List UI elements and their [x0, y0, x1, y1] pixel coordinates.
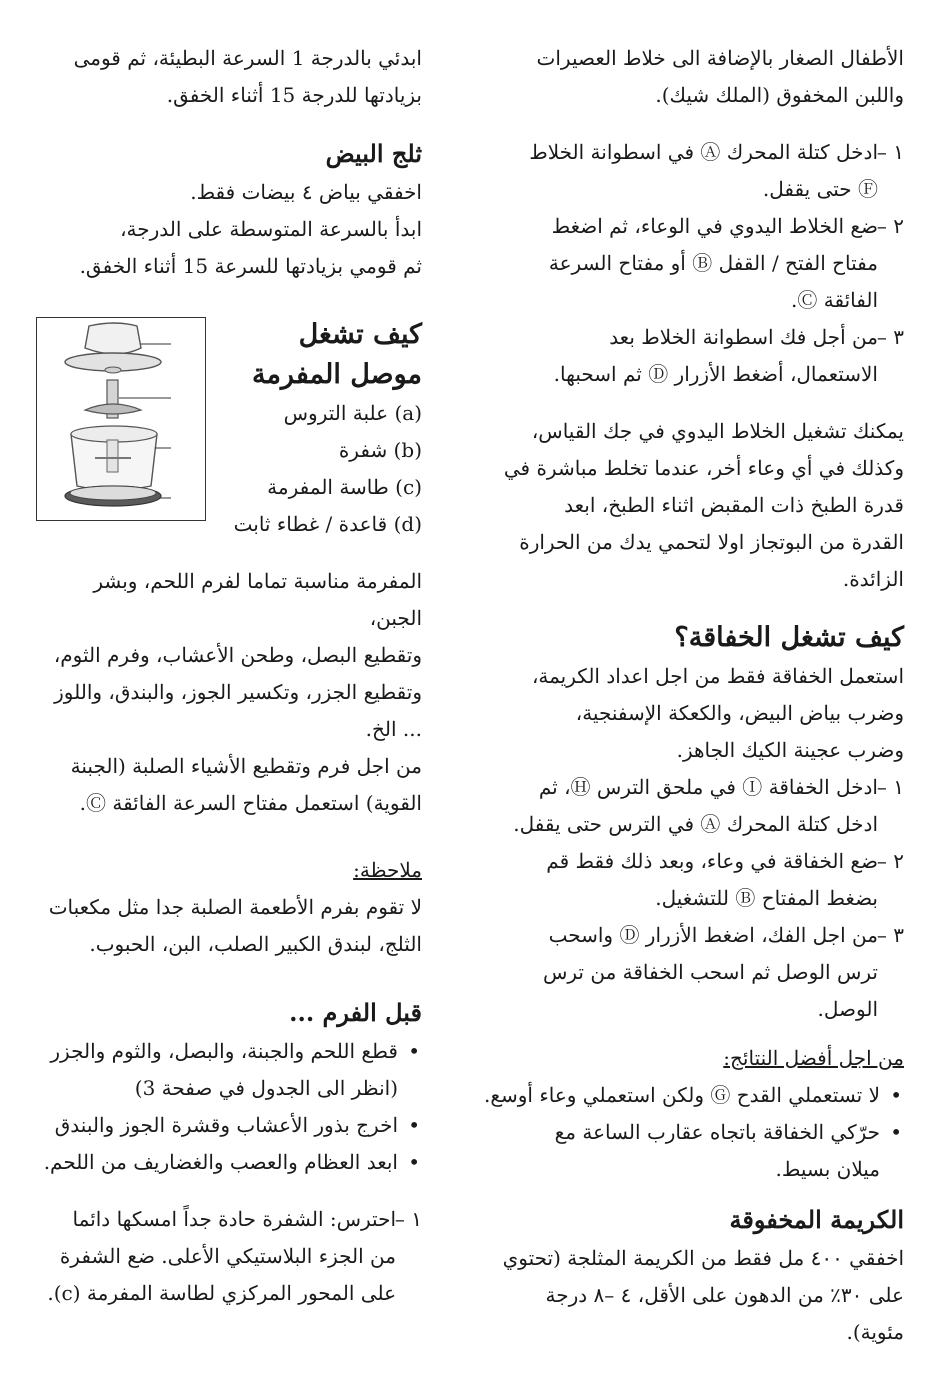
before-chopping-heading: قبل الفرم ...	[289, 998, 422, 1027]
text-line: Ⓕ حتى يقفل.	[762, 177, 878, 201]
right-column	[484, 40, 904, 1351]
text-line: ضع الخلاط اليدوي في الوعاء، ثم اضغط	[551, 214, 878, 238]
text-line: ادخل كتلة المحرك Ⓐ في الترس حتى يقفل.	[513, 812, 878, 836]
text-line: مفتاح الفتح / القفل Ⓑ أو مفتاح السرعة	[548, 251, 878, 275]
text-line: • لا تستعملي القدح Ⓖ ولكن استعملي وعاء أوسع.	[484, 1083, 880, 1107]
text-line: ادخل الخفاقة Ⓘ في ملحق الترس Ⓗ، ثم	[538, 775, 878, 799]
step-item	[36, 1201, 422, 1312]
text-line: بزيادتها للدرجة 15 أثناء الخفق.	[166, 83, 422, 107]
whisk-steps	[484, 769, 904, 1028]
text-line: • حرّكي الخفاقة باتجاه عقارب الساعة مع	[554, 1120, 880, 1144]
chopper-parts	[218, 315, 422, 543]
text-line: من اجل فرم وتقطيع الأشياء الصلبة (الجبنة	[70, 754, 422, 778]
text-line: ادخل كتلة المحرك Ⓐ في اسطوانة الخلاط	[529, 140, 878, 164]
text-line: • اخرج بذور الأعشاب وقشرة الجوز والبندق	[54, 1113, 398, 1137]
step-number: ١ –	[394, 1207, 422, 1231]
step-item	[484, 769, 904, 843]
text-line: يمكنك تشغيل الخلاط اليدوي في جك القياس،	[531, 419, 904, 443]
step-number: ٢ –	[876, 849, 904, 873]
text-line: اخفقي بياض ٤ بيضات فقط.	[190, 180, 422, 204]
text-line: ابدئي بالدرجة 1 السرعة البطيئة، ثم قومى	[73, 46, 422, 70]
chopper-section	[36, 315, 422, 543]
egg-white-heading: ثلج البيض	[325, 139, 422, 168]
text-line: وضرب عجينة الكيك الجاهز.	[676, 738, 904, 762]
note-label: ملاحظة:	[353, 858, 422, 882]
text-line: ابدأ بالسرعة المتوسطة على الدرجة،	[120, 217, 422, 241]
text-line: ضع الخفاقة في وعاء، وبعد ذلك فقط قم	[546, 849, 878, 873]
text-line: من الجزء البلاستيكي الأعلى. ضع الشفرة	[59, 1244, 396, 1268]
text-line: وكذلك في أي وعاء أخر، عندما تخلط مباشرة في	[503, 456, 904, 480]
chopper-heading-line-2: موصل المفرمة	[251, 359, 422, 390]
text-line: على ٣٠٪ من الدهون على الأقل، ٤ –٨ درجة مئوية).	[545, 1283, 904, 1344]
step-number: ٣ –	[876, 923, 904, 947]
chopper-illustration	[36, 317, 206, 521]
text-line: الأطفال الصغار بالإضافة الى خلاط العصيرات	[536, 46, 904, 70]
step-item	[484, 319, 904, 393]
intro-text	[484, 40, 904, 114]
text-line: قدرة الطبخ ذات المقبض اثناء الطبخ، ابعد	[564, 493, 904, 517]
step-number: ٢ –	[876, 214, 904, 238]
chopper-description	[36, 563, 422, 822]
step-number: ١ –	[876, 140, 904, 164]
text-line: القدرة من البوتجاز اولا لتحمي يدك من الحرارة	[519, 530, 904, 554]
text-line: وضرب بياض البيض، والكعكة الإسفنجية،	[575, 701, 904, 725]
text-line: الزائدة.	[842, 567, 904, 591]
text-line: ميلان بسيط.	[775, 1157, 880, 1181]
text-line: الاستعمال، أضغط الأزرار Ⓓ ثم اسحبها.	[553, 362, 878, 386]
left-column	[36, 40, 422, 1312]
bullet-item	[36, 1107, 422, 1144]
text-line: واللبن المخفوق (الملك شيك).	[655, 83, 904, 107]
text-line: • ابعد العظام والعصب والغضاريف من اللحم.	[43, 1150, 398, 1174]
note-text	[36, 889, 422, 963]
whisk-intro	[484, 658, 904, 769]
step-item	[484, 208, 904, 319]
part-label-b: (b) شفرة	[338, 438, 422, 462]
text-line: الثلج، لبندق الكبير الصلب، البن، الحبوب.	[89, 932, 422, 956]
step-item	[484, 843, 904, 917]
text-line: وتقطيع الجزر، وتكسير الجوز، والبندق، واللوز	[54, 680, 422, 704]
step-number: ١ –	[876, 775, 904, 799]
best-results-list	[484, 1077, 904, 1188]
text-line: لا تقوم بفرم الأطعمة الصلبة جدا مثل مكعبات	[48, 895, 422, 919]
text-line: المفرمة مناسبة تماما لفرم اللحم، وبشر الجبن،	[93, 569, 422, 630]
text-line: ثم قومي بزيادتها للسرعة 15 أثناء الخفق.	[79, 254, 422, 278]
text-line: ... الخ.	[365, 717, 422, 741]
text-line: استعمل الخفاقة فقط من اجل اعداد الكريمة،	[531, 664, 904, 688]
before-chopping-list	[36, 1033, 422, 1181]
bullet-item	[484, 1114, 904, 1188]
bullet-item	[484, 1077, 904, 1114]
bullet-item	[36, 1144, 422, 1181]
cream-text	[484, 1240, 904, 1351]
text-line: من اجل الفك، اضغط الأزرار Ⓓ واسحب	[548, 923, 878, 947]
bullet-item	[36, 1033, 422, 1107]
usage-paragraph	[484, 413, 904, 598]
cream-continuation	[36, 40, 422, 114]
text-line: من أجل فك اسطوانة الخلاط بعد	[609, 325, 878, 349]
best-results-label: من اجل أفضل النتائج:	[723, 1046, 904, 1070]
text-line: اخفقي ٤٠٠ مل فقط من الكريمة المثلجة (تحتوي	[502, 1246, 904, 1270]
blender-steps	[484, 134, 904, 393]
text-line: وتقطيع البصل، وطحن الأعشاب، وفرم الثوم،	[53, 643, 422, 667]
step-number: ٣ –	[876, 325, 904, 349]
part-label-d: (d) قاعدة / غطاء ثابت	[233, 512, 422, 536]
step-item	[484, 917, 904, 1028]
part-label-a: (a) علبة التروس	[283, 401, 422, 425]
cream-heading: الكريمة المخفوقة	[729, 1205, 904, 1234]
text-line: (انظر الى الجدول في صفحة 3)	[134, 1076, 398, 1100]
part-label-c: (c) طاسة المفرمة	[267, 475, 422, 499]
text-line: احترس: الشفرة حادة جداً امسكها دائما	[72, 1207, 396, 1231]
text-line: الفائقة Ⓒ.	[791, 288, 878, 312]
caution-steps	[36, 1201, 422, 1312]
chopper-diagram	[37, 318, 205, 520]
step-item	[484, 134, 904, 208]
chopper-heading-line-1: كيف تشغل	[298, 319, 422, 350]
text-line: القوية) استعمل مفتاح السرعة الفائقة Ⓒ.	[79, 791, 422, 815]
text-line: ترس الوصل ثم اسحب الخفاقة من ترس الوصل.	[542, 960, 878, 1021]
text-line: بضغط المفتاح Ⓑ للتشغيل.	[655, 886, 878, 910]
egg-white-text	[36, 174, 422, 285]
text-line: على المحور المركزي لطاسة المفرمة (c).	[47, 1281, 396, 1305]
whisk-heading: كيف تشغل الخفاقة؟	[674, 622, 904, 653]
text-line: • قطع اللحم والجبنة، والبصل، والثوم والجزر	[50, 1039, 398, 1063]
